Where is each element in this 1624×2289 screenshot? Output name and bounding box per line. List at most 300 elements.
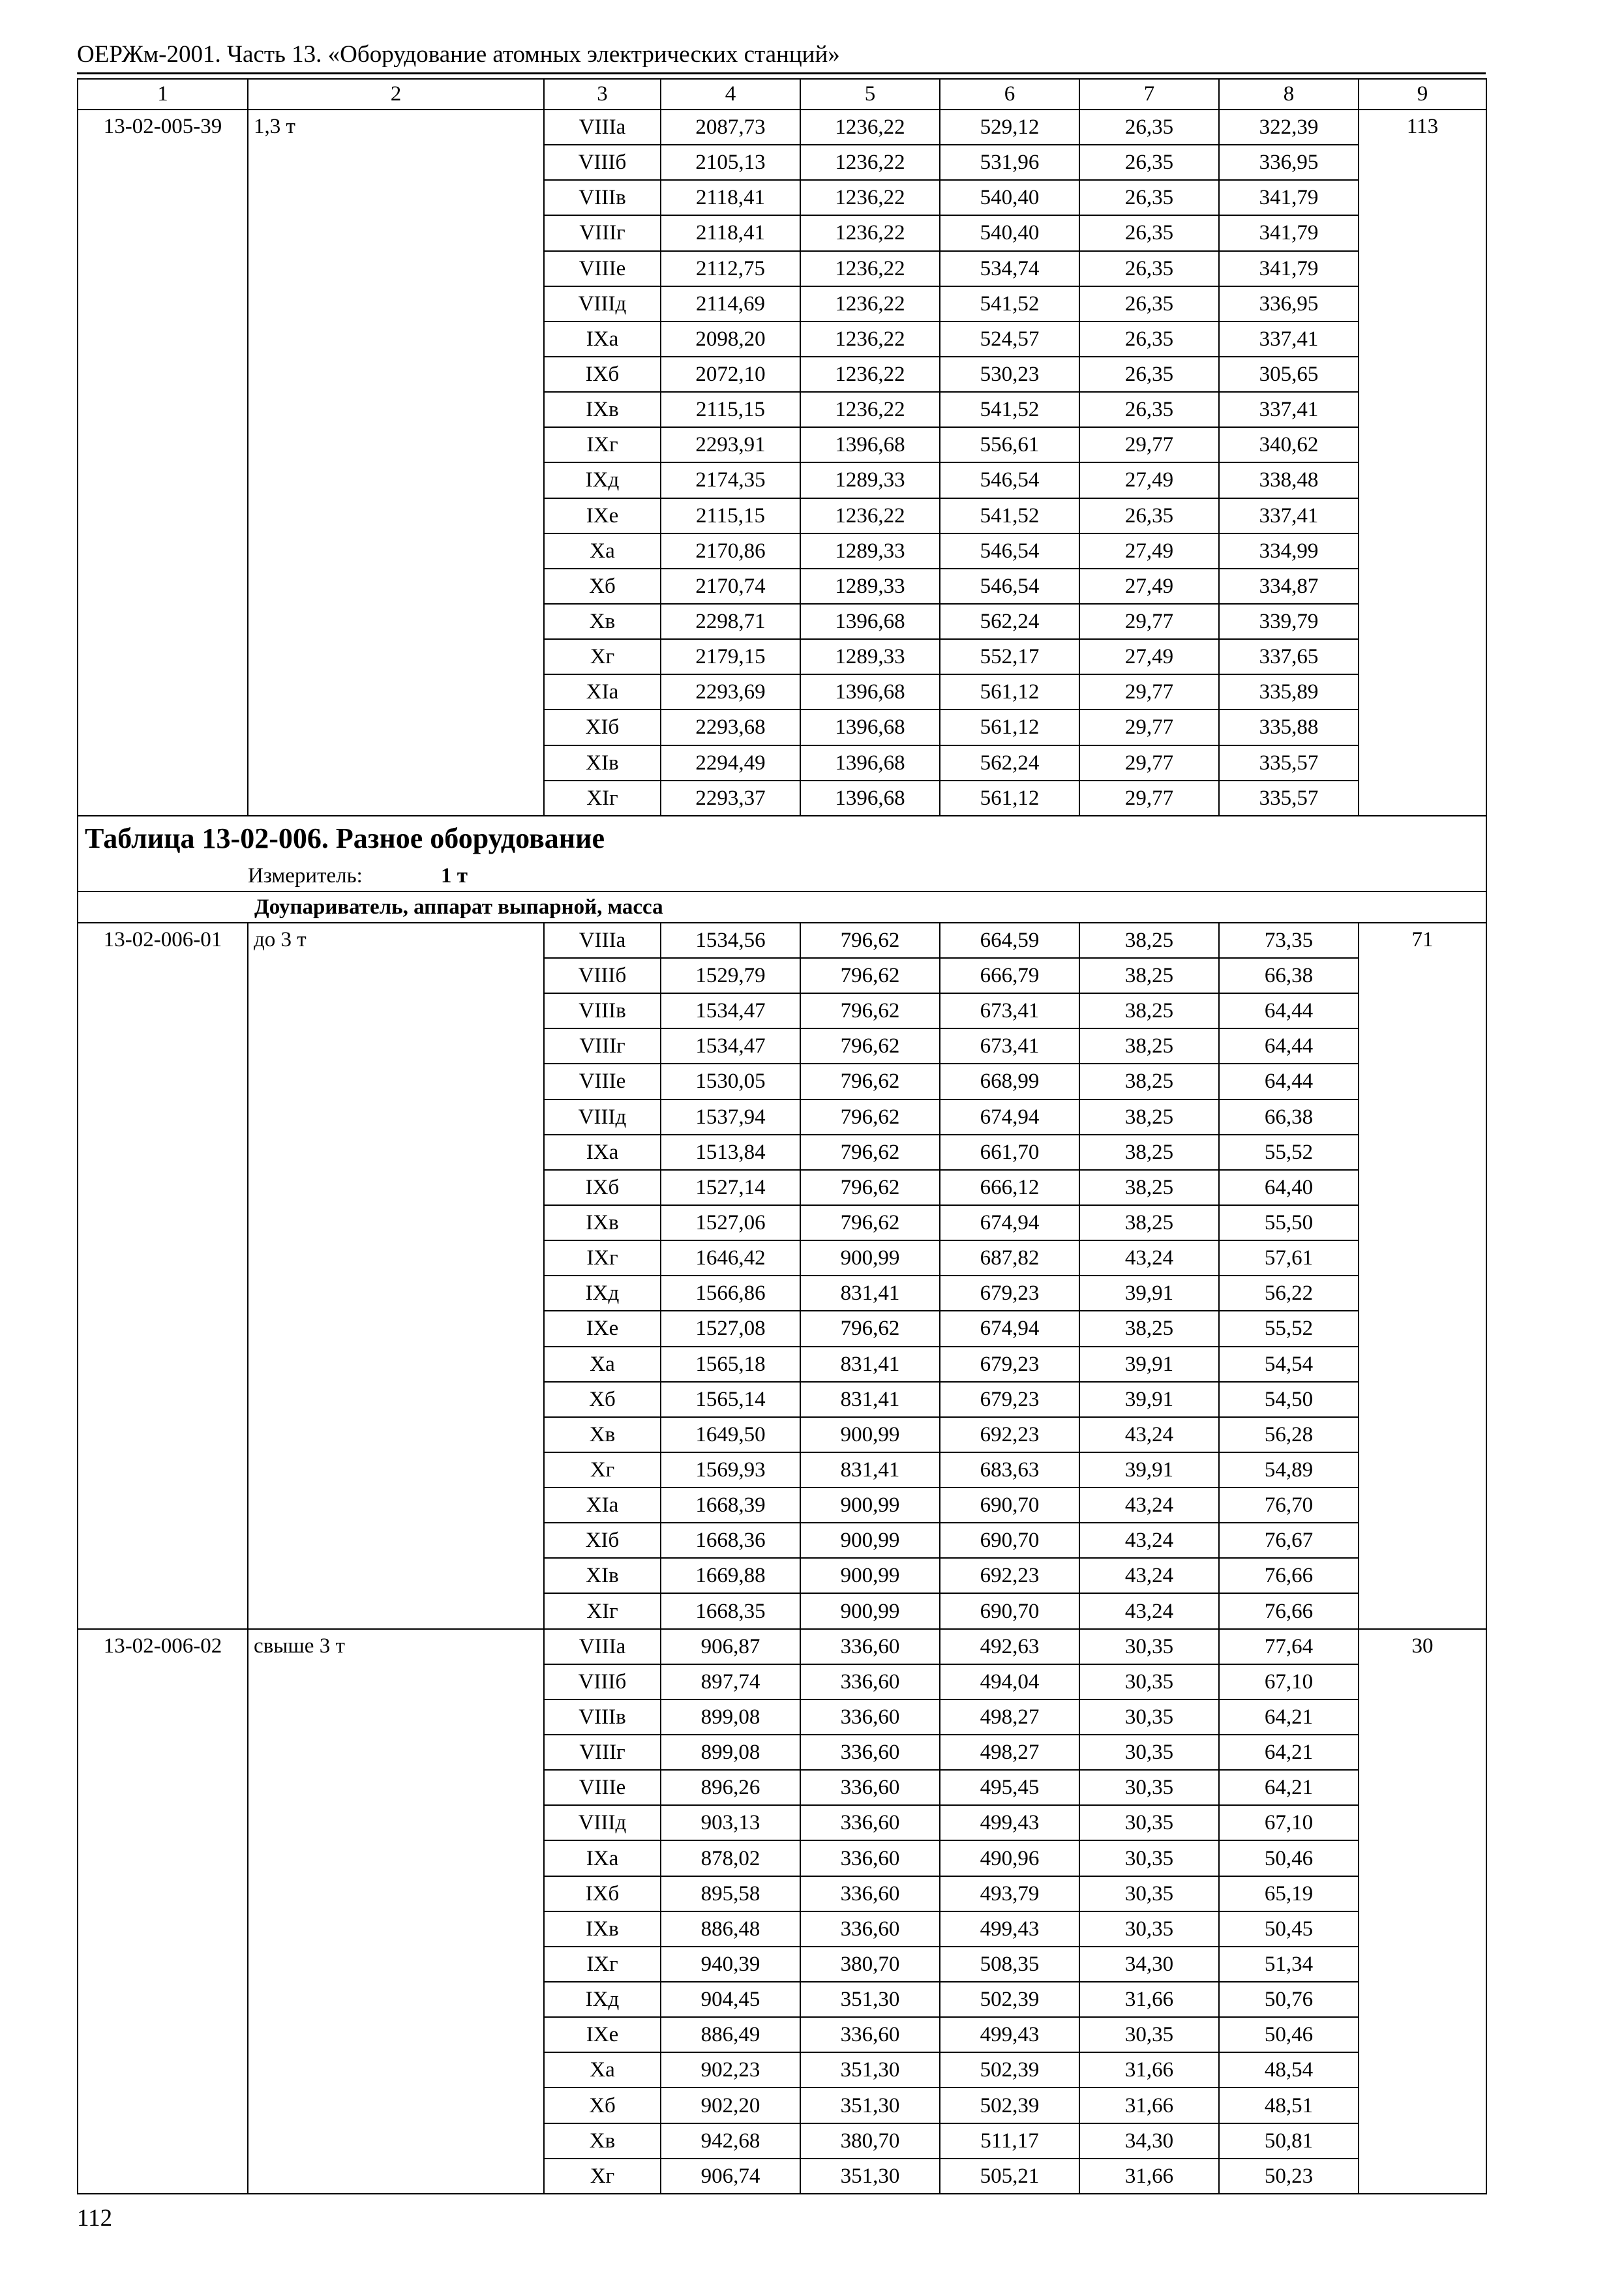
machines-cell: 674,94	[940, 1311, 1079, 1346]
labor-cost-cell	[1359, 286, 1486, 322]
table-row	[78, 357, 1486, 392]
labor-cost-cell	[1359, 215, 1486, 250]
machines-cell: 540,40	[940, 215, 1079, 250]
table-row	[78, 1947, 1486, 1982]
labor-cost-cell	[1359, 1240, 1486, 1276]
total-cost-cell: 1527,14	[661, 1170, 800, 1205]
materials-cell: 57,61	[1219, 1240, 1359, 1276]
rate-name-cell	[248, 2123, 544, 2159]
machines-cell: 546,54	[940, 533, 1079, 569]
rate-code-cell	[78, 1699, 248, 1735]
zone-cell: IXа	[544, 1135, 661, 1170]
rates-table-body	[78, 79, 1486, 2194]
wages-cell: 796,62	[800, 1311, 940, 1346]
table-row	[78, 604, 1486, 639]
total-cost-cell: 2174,35	[661, 462, 800, 498]
zone-cell: IXг	[544, 1240, 661, 1276]
zone-cell: IXе	[544, 2017, 661, 2052]
labor-cost-cell	[1359, 2052, 1486, 2087]
wages-cell: 351,30	[800, 2052, 940, 2087]
rate-code-cell	[78, 215, 248, 250]
total-cost-cell: 1646,42	[661, 1240, 800, 1276]
total-cost-cell: 1527,06	[661, 1205, 800, 1240]
zone-cell: Xа	[544, 533, 661, 569]
materials-cell: 65,19	[1219, 1876, 1359, 1911]
materials-cell: 50,45	[1219, 1911, 1359, 1947]
rate-code-cell	[78, 462, 248, 498]
machines-cell: 692,23	[940, 1417, 1079, 1452]
wages-cell: 796,62	[800, 1028, 940, 1064]
labor-cost-cell	[1359, 1523, 1486, 1558]
rate-name-cell	[248, 322, 544, 357]
wages-cell: 336,60	[800, 1699, 940, 1735]
rate-code-cell	[78, 1170, 248, 1205]
total-cost-cell: 904,45	[661, 1982, 800, 2017]
table-row	[78, 427, 1486, 462]
machinist-wages-cell: 30,35	[1079, 1805, 1219, 1840]
machines-cell: 552,17	[940, 639, 1079, 674]
rate-name-cell	[248, 1558, 544, 1593]
rate-name-cell	[248, 1028, 544, 1064]
rate-name-cell	[248, 1417, 544, 1452]
rate-name-cell: 1,3 т	[248, 110, 544, 145]
rate-code-cell: 13-02-005-39	[78, 110, 248, 145]
table-row	[78, 639, 1486, 674]
rate-code-cell	[78, 674, 248, 710]
machines-cell: 508,35	[940, 1947, 1079, 1982]
total-cost-cell: 2115,15	[661, 392, 800, 427]
labor-cost-cell	[1359, 1417, 1486, 1452]
column-number: 6	[940, 79, 1079, 110]
rate-name-cell	[248, 1805, 544, 1840]
wages-cell: 1396,68	[800, 604, 940, 639]
rate-name-cell	[248, 1593, 544, 1628]
materials-cell: 336,95	[1219, 145, 1359, 180]
machines-cell: 490,96	[940, 1840, 1079, 1876]
materials-cell: 322,39	[1219, 110, 1359, 145]
table-row	[78, 2159, 1486, 2194]
table-row	[78, 1100, 1486, 1135]
wages-cell: 336,60	[800, 1805, 940, 1840]
machines-cell: 499,43	[940, 1911, 1079, 1947]
rate-name-cell	[248, 1205, 544, 1240]
labor-cost-cell	[1359, 1699, 1486, 1735]
wages-cell: 1236,22	[800, 286, 940, 322]
machinist-wages-cell: 31,66	[1079, 2052, 1219, 2087]
wages-cell: 1236,22	[800, 498, 940, 533]
table-row	[78, 180, 1486, 215]
machines-cell: 541,52	[940, 286, 1079, 322]
labor-cost-cell	[1359, 1170, 1486, 1205]
total-cost-cell: 2293,91	[661, 427, 800, 462]
machinist-wages-cell: 43,24	[1079, 1558, 1219, 1593]
materials-cell: 335,88	[1219, 710, 1359, 745]
machinist-wages-cell: 39,91	[1079, 1347, 1219, 1382]
materials-cell: 56,28	[1219, 1417, 1359, 1452]
total-cost-cell: 1569,93	[661, 1452, 800, 1488]
total-cost-cell: 902,23	[661, 2052, 800, 2087]
rate-code-cell	[78, 322, 248, 357]
total-cost-cell: 1565,14	[661, 1382, 800, 1417]
zone-cell: IXд	[544, 462, 661, 498]
labor-cost-cell	[1359, 569, 1486, 604]
rate-name-cell	[248, 145, 544, 180]
machinist-wages-cell: 38,25	[1079, 958, 1219, 993]
machinist-wages-cell: 26,35	[1079, 322, 1219, 357]
labor-cost-cell	[1359, 1664, 1486, 1699]
materials-cell: 50,76	[1219, 1982, 1359, 2017]
rate-code-cell	[78, 286, 248, 322]
wages-cell: 1396,68	[800, 781, 940, 816]
machinist-wages-cell: 26,35	[1079, 357, 1219, 392]
rate-code-cell	[78, 145, 248, 180]
total-cost-cell: 2072,10	[661, 357, 800, 392]
rate-code-cell: 13-02-006-02	[78, 1629, 248, 1664]
rate-name-cell	[248, 2052, 544, 2087]
machinist-wages-cell: 30,35	[1079, 1840, 1219, 1876]
materials-cell: 76,70	[1219, 1488, 1359, 1523]
total-cost-cell: 897,74	[661, 1664, 800, 1699]
zone-cell: XIг	[544, 1593, 661, 1628]
rate-code-cell	[78, 1417, 248, 1452]
table-title-row	[78, 816, 1486, 861]
total-cost-cell: 2179,15	[661, 639, 800, 674]
wages-cell: 336,60	[800, 1735, 940, 1770]
wages-cell: 1236,22	[800, 145, 940, 180]
wages-cell: 1236,22	[800, 357, 940, 392]
labor-cost-cell	[1359, 1135, 1486, 1170]
machinist-wages-cell: 26,35	[1079, 215, 1219, 250]
rate-name-cell	[248, 1735, 544, 1770]
rate-code-cell	[78, 1028, 248, 1064]
table-row	[78, 1664, 1486, 1699]
rate-code-cell	[78, 1240, 248, 1276]
wages-cell: 796,62	[800, 923, 940, 958]
zone-cell: IXв	[544, 1205, 661, 1240]
labor-cost-cell	[1359, 993, 1486, 1028]
wages-cell: 831,41	[800, 1276, 940, 1311]
wages-cell: 900,99	[800, 1417, 940, 1452]
machinist-wages-cell: 34,30	[1079, 2123, 1219, 2159]
measure-row	[78, 861, 1486, 891]
machines-cell: 687,82	[940, 1240, 1079, 1276]
total-cost-cell: 886,49	[661, 2017, 800, 2052]
total-cost-cell: 878,02	[661, 1840, 800, 1876]
labor-cost-cell: 71	[1359, 923, 1486, 958]
page-number: 112	[77, 2205, 113, 2232]
wages-cell: 1396,68	[800, 710, 940, 745]
table-row	[78, 1770, 1486, 1805]
table-row	[78, 1382, 1486, 1417]
rate-code-cell	[78, 710, 248, 745]
wages-cell: 900,99	[800, 1488, 940, 1523]
materials-cell: 76,66	[1219, 1593, 1359, 1628]
machines-cell: 679,23	[940, 1347, 1079, 1382]
machinist-wages-cell: 27,49	[1079, 639, 1219, 674]
table-row	[78, 1523, 1486, 1558]
total-cost-cell: 2293,37	[661, 781, 800, 816]
zone-cell: VIIIа	[544, 1629, 661, 1664]
rate-code-cell	[78, 1276, 248, 1311]
wages-cell: 1236,22	[800, 322, 940, 357]
machines-cell: 502,39	[940, 2087, 1079, 2123]
table-row	[78, 1135, 1486, 1170]
rate-name-cell	[248, 1840, 544, 1876]
total-cost-cell: 1534,47	[661, 1028, 800, 1064]
machines-cell: 530,23	[940, 357, 1079, 392]
table-row	[78, 1347, 1486, 1382]
wages-cell: 900,99	[800, 1523, 940, 1558]
machines-cell: 690,70	[940, 1488, 1079, 1523]
table-row	[78, 145, 1486, 180]
wages-cell: 796,62	[800, 1064, 940, 1099]
rate-name-cell	[248, 1276, 544, 1311]
machines-cell: 529,12	[940, 110, 1079, 145]
materials-cell: 341,79	[1219, 180, 1359, 215]
machinist-wages-cell: 29,77	[1079, 781, 1219, 816]
rate-code-cell	[78, 1205, 248, 1240]
zone-cell: VIIIг	[544, 1735, 661, 1770]
column-number: 1	[78, 79, 248, 110]
wages-cell: 336,60	[800, 2017, 940, 2052]
rate-code-cell	[78, 533, 248, 569]
rate-name-cell	[248, 357, 544, 392]
zone-cell: VIIIд	[544, 1100, 661, 1135]
total-cost-cell: 2298,71	[661, 604, 800, 639]
zone-cell: VIIIг	[544, 215, 661, 250]
materials-cell: 55,52	[1219, 1135, 1359, 1170]
machinist-wages-cell: 30,35	[1079, 1911, 1219, 1947]
rate-name-cell	[248, 251, 544, 286]
labor-cost-cell	[1359, 251, 1486, 286]
wages-cell: 351,30	[800, 2087, 940, 2123]
zone-cell: Xв	[544, 2123, 661, 2159]
machinist-wages-cell: 43,24	[1079, 1523, 1219, 1558]
materials-cell: 64,21	[1219, 1699, 1359, 1735]
machinist-wages-cell: 26,35	[1079, 286, 1219, 322]
wages-cell: 831,41	[800, 1382, 940, 1417]
rate-code-cell	[78, 1840, 248, 1876]
table-row	[78, 1840, 1486, 1876]
rate-code-cell	[78, 1382, 248, 1417]
machinist-wages-cell: 43,24	[1079, 1593, 1219, 1628]
table-row	[78, 498, 1486, 533]
machinist-wages-cell: 31,66	[1079, 2087, 1219, 2123]
table-row	[78, 2123, 1486, 2159]
zone-cell: IXб	[544, 357, 661, 392]
table-row	[78, 2017, 1486, 2052]
total-cost-cell: 1537,94	[661, 1100, 800, 1135]
machines-cell: 666,79	[940, 958, 1079, 993]
labor-cost-cell	[1359, 392, 1486, 427]
wages-cell: 1289,33	[800, 639, 940, 674]
wages-cell: 796,62	[800, 1135, 940, 1170]
materials-cell: 54,54	[1219, 1347, 1359, 1382]
materials-cell: 73,35	[1219, 923, 1359, 958]
zone-cell: VIIIа	[544, 923, 661, 958]
zone-cell: IXе	[544, 1311, 661, 1346]
total-cost-cell: 1668,35	[661, 1593, 800, 1628]
rate-code-cell	[78, 2087, 248, 2123]
labor-cost-cell	[1359, 1488, 1486, 1523]
zone-cell: Xа	[544, 2052, 661, 2087]
materials-cell: 341,79	[1219, 215, 1359, 250]
rate-name-cell	[248, 993, 544, 1028]
rate-code-cell	[78, 392, 248, 427]
rate-name-cell	[248, 1911, 544, 1947]
zone-cell: VIIIа	[544, 110, 661, 145]
zone-cell: Xб	[544, 2087, 661, 2123]
labor-cost-cell	[1359, 604, 1486, 639]
wages-cell: 796,62	[800, 1205, 940, 1240]
total-cost-cell: 1669,88	[661, 1558, 800, 1593]
rate-name-cell	[248, 1347, 544, 1382]
table-row	[78, 1876, 1486, 1911]
zone-cell: XIв	[544, 745, 661, 781]
table-row	[78, 1982, 1486, 2017]
table-row	[78, 215, 1486, 250]
rate-code-cell	[78, 2123, 248, 2159]
labor-cost-cell	[1359, 781, 1486, 816]
machines-cell: 690,70	[940, 1593, 1079, 1628]
table-row	[78, 1558, 1486, 1593]
zone-cell: VIIIв	[544, 180, 661, 215]
table-row	[78, 993, 1486, 1028]
table-row	[78, 251, 1486, 286]
zone-cell: VIIIе	[544, 251, 661, 286]
machines-cell: 499,43	[940, 2017, 1079, 2052]
table-row	[78, 392, 1486, 427]
zone-cell: Xв	[544, 1417, 661, 1452]
machinist-wages-cell: 27,49	[1079, 462, 1219, 498]
machinist-wages-cell: 30,35	[1079, 1629, 1219, 1664]
wages-cell: 336,60	[800, 1770, 940, 1805]
machines-cell: 674,94	[940, 1100, 1079, 1135]
machines-cell: 494,04	[940, 1664, 1079, 1699]
labor-cost-cell	[1359, 1805, 1486, 1840]
total-cost-cell: 1649,50	[661, 1417, 800, 1452]
page-header-title: ОЕРЖм-2001. Часть 13. «Оборудование атомных электрических станций»	[77, 41, 840, 68]
labor-cost-cell	[1359, 2087, 1486, 2123]
zone-cell: IXв	[544, 392, 661, 427]
machines-cell: 502,39	[940, 2052, 1079, 2087]
labor-cost-cell	[1359, 745, 1486, 781]
labor-cost-cell	[1359, 1382, 1486, 1417]
machines-cell: 546,54	[940, 462, 1079, 498]
rate-name-cell	[248, 1382, 544, 1417]
wages-cell: 796,62	[800, 993, 940, 1028]
labor-cost-cell	[1359, 1876, 1486, 1911]
rate-name-cell	[248, 1699, 544, 1735]
labor-cost-cell	[1359, 427, 1486, 462]
header-rule	[77, 72, 1486, 74]
labor-cost-cell: 30	[1359, 1629, 1486, 1664]
column-number: 4	[661, 79, 800, 110]
total-cost-cell: 940,39	[661, 1947, 800, 1982]
table-row	[78, 958, 1486, 993]
machines-cell: 674,94	[940, 1205, 1079, 1240]
materials-cell: 67,10	[1219, 1664, 1359, 1699]
materials-cell: 337,65	[1219, 639, 1359, 674]
rate-name-cell	[248, 1170, 544, 1205]
table-row	[78, 1276, 1486, 1311]
total-cost-cell: 899,08	[661, 1735, 800, 1770]
total-cost-cell: 1565,18	[661, 1347, 800, 1382]
materials-cell: 64,21	[1219, 1735, 1359, 1770]
rate-name-cell	[248, 215, 544, 250]
labor-cost-cell	[1359, 1347, 1486, 1382]
zone-cell: IXг	[544, 1947, 661, 1982]
labor-cost-cell	[1359, 1558, 1486, 1593]
materials-cell: 55,50	[1219, 1205, 1359, 1240]
total-cost-cell: 1513,84	[661, 1135, 800, 1170]
machines-cell: 502,39	[940, 1982, 1079, 2017]
table-row	[78, 1170, 1486, 1205]
labor-cost-cell	[1359, 639, 1486, 674]
materials-cell: 54,89	[1219, 1452, 1359, 1488]
machinist-wages-cell: 30,35	[1079, 1664, 1219, 1699]
materials-cell: 64,44	[1219, 993, 1359, 1028]
materials-cell: 50,23	[1219, 2159, 1359, 2194]
wages-cell: 900,99	[800, 1558, 940, 1593]
machines-cell: 661,70	[940, 1135, 1079, 1170]
total-cost-cell: 896,26	[661, 1770, 800, 1805]
zone-cell: XIа	[544, 674, 661, 710]
labor-cost-cell	[1359, 1205, 1486, 1240]
column-number: 5	[800, 79, 940, 110]
rate-code-cell	[78, 357, 248, 392]
zone-cell: Xб	[544, 569, 661, 604]
wages-cell: 796,62	[800, 958, 940, 993]
wages-cell: 336,60	[800, 1911, 940, 1947]
total-cost-cell: 895,58	[661, 1876, 800, 1911]
machinist-wages-cell: 30,35	[1079, 1735, 1219, 1770]
labor-cost-cell	[1359, 498, 1486, 533]
total-cost-cell: 1529,79	[661, 958, 800, 993]
zone-cell: VIIIб	[544, 145, 661, 180]
rate-code-cell	[78, 2017, 248, 2052]
column-number: 2	[248, 79, 544, 110]
total-cost-cell: 2294,49	[661, 745, 800, 781]
wages-cell: 1289,33	[800, 462, 940, 498]
materials-cell: 341,79	[1219, 251, 1359, 286]
labor-cost-cell	[1359, 1064, 1486, 1099]
table-row	[78, 1488, 1486, 1523]
wages-cell: 351,30	[800, 1982, 940, 2017]
zone-cell: XIб	[544, 710, 661, 745]
total-cost-cell: 1566,86	[661, 1276, 800, 1311]
rate-name-cell	[248, 1100, 544, 1135]
total-cost-cell: 2293,68	[661, 710, 800, 745]
materials-cell: 335,89	[1219, 674, 1359, 710]
rate-code-cell	[78, 1523, 248, 1558]
wages-cell: 796,62	[800, 1170, 940, 1205]
rate-name-cell	[248, 1664, 544, 1699]
labor-cost-cell	[1359, 2017, 1486, 2052]
machinist-wages-cell: 26,35	[1079, 251, 1219, 286]
rate-name-cell	[248, 569, 544, 604]
materials-cell: 76,67	[1219, 1523, 1359, 1558]
materials-cell: 335,57	[1219, 781, 1359, 816]
rate-name-cell	[248, 498, 544, 533]
machinist-wages-cell: 39,91	[1079, 1276, 1219, 1311]
rate-name-cell	[248, 2159, 544, 2194]
total-cost-cell: 2118,41	[661, 215, 800, 250]
materials-cell: 66,38	[1219, 1100, 1359, 1135]
rate-code-cell	[78, 1911, 248, 1947]
rates-table	[77, 78, 1487, 2194]
labor-cost-cell	[1359, 1770, 1486, 1805]
